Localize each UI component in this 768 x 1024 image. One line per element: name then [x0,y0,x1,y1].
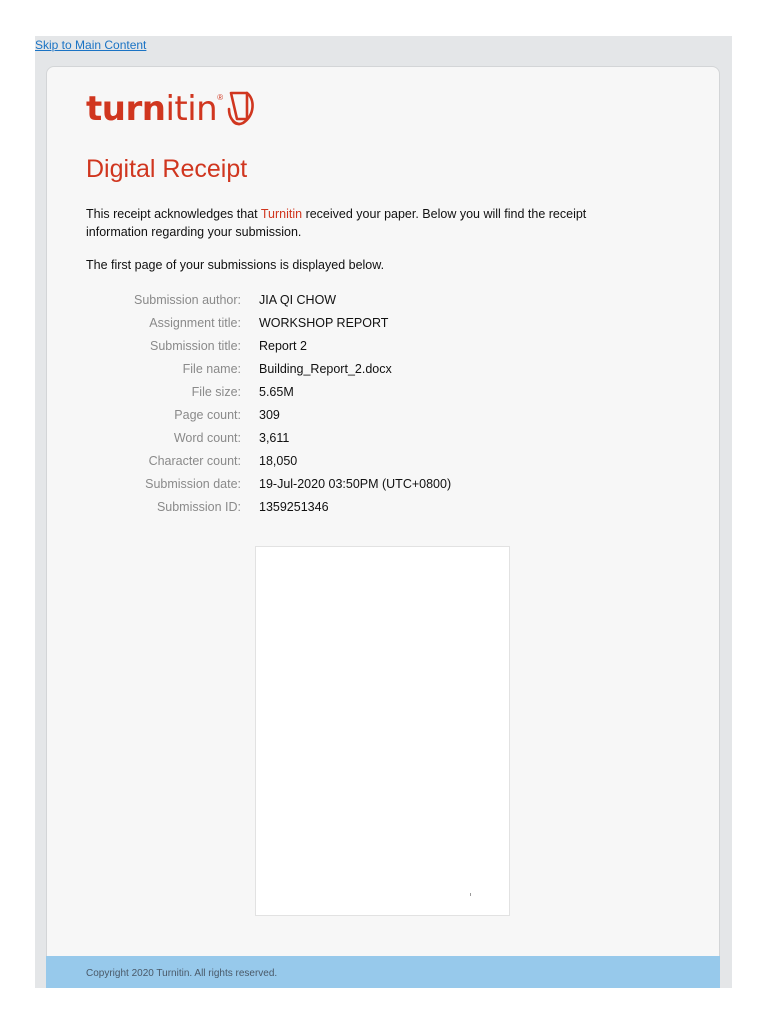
detail-label: Submission author: [133,292,241,307]
detail-value: 3,611 [259,430,290,445]
turnitin-logo [86,84,259,134]
copyright-text: Copyright 2020 Turnitin. All rights reserved. [86,968,278,979]
detail-value: 1359251346 [259,499,329,514]
detail-row-file-size [86,380,451,403]
logo-wordmark: turnitin [86,89,218,129]
turnitin-brand-text: Turnitin [260,207,303,221]
logo-registered-mark: ® [217,92,224,102]
page-title: Digital Receipt [86,155,248,183]
logo-page-icon [225,87,259,132]
detail-row-assignment-title [86,311,451,334]
detail-row-character-count [86,449,451,472]
detail-row-submission-title [86,334,451,357]
detail-label: Word count: [173,430,241,445]
detail-label: Assignment title: [149,315,241,330]
footer-bar [46,956,720,988]
detail-row-page-count [86,403,451,426]
detail-label: Submission date: [145,476,241,491]
detail-value: 18,050 [259,453,298,468]
first-page-note: The first page of your submissions is displayed below. [86,258,385,272]
detail-value: 309 [259,407,280,422]
submission-details [86,288,451,518]
detail-label: File size: [191,384,241,399]
preview-speck [470,893,471,896]
detail-row-word-count [86,426,451,449]
detail-label: Submission ID: [156,499,241,514]
detail-row-file-name [86,357,451,380]
detail-label: Submission title: [149,338,241,353]
detail-value: Report 2 [259,338,307,353]
detail-row-submission-date [86,472,451,495]
receipt-intro: This receipt acknowledges that Turnitin received your paper. Below you will find the receipt information regarding your submission. [86,207,587,239]
skip-to-main-link[interactable]: Skip to Main Content [35,38,147,52]
first-page-preview [255,546,510,916]
detail-value: 5.65M [259,384,294,399]
detail-label: Page count: [174,407,241,422]
detail-value: WORKSHOP REPORT [259,315,389,330]
detail-value: 19-Jul-2020 03:50PM (UTC+0800) [259,476,452,491]
detail-label: File name: [182,361,241,376]
detail-row-submission-id [86,495,451,518]
detail-value: Building_Report_2.docx [259,361,392,376]
detail-row-author [86,288,451,311]
detail-label: Character count: [148,453,241,468]
detail-value: JIA QI CHOW [259,292,337,307]
